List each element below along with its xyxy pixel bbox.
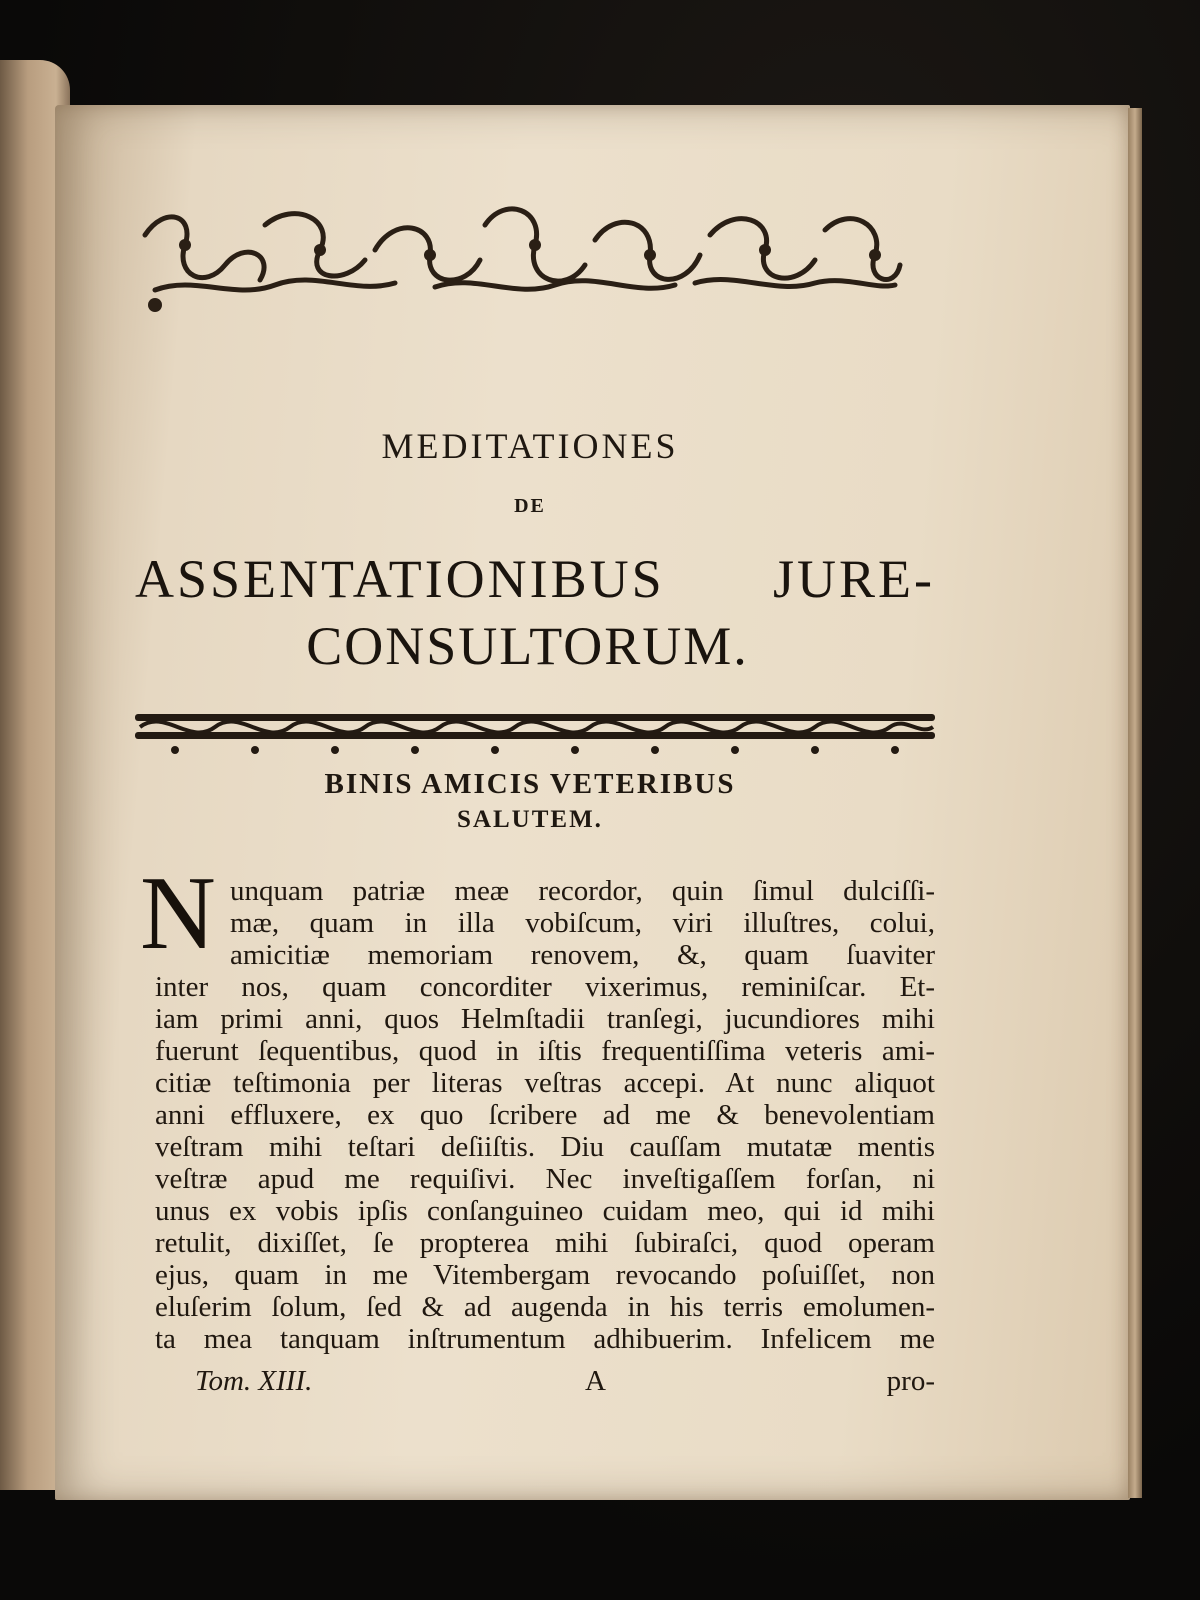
catchword: pro- <box>886 1365 935 1397</box>
divider-ornament <box>135 700 945 760</box>
body-line: eluſerim ſolum, ſed & ad augenda in his terris emolumen- <box>155 1291 935 1323</box>
body-line: unquam patriæ meæ recordor, quin ſimul dulciſſi- <box>230 875 935 907</box>
body-line: amicitiæ memoriam renovem, &, quam ſuaviter <box>230 939 935 971</box>
body-line: mæ, quam in illa vobiſcum, viri illuſtres, colui, <box>230 907 935 939</box>
salutation-line1: BINIS AMICIS VETERIBUS <box>324 768 736 800</box>
title-meditationes: MEDITATIONES <box>381 426 679 466</box>
body-line: inter nos, quam concorditer vixerimus, reminiſcar. Et- <box>155 971 935 1003</box>
body-line: ejus, quam in me Vitembergam revocando poſuiſſet, non <box>155 1259 935 1291</box>
salutation-line2: SALUTEM. <box>457 806 603 833</box>
body-line: veſtram mihi teſtari deſiiſtis. Diu cauſſam mutatæ mentis <box>155 1131 935 1163</box>
page-footer <box>195 1365 935 1405</box>
page-fore-edge <box>1128 108 1142 1498</box>
title-connector: DE <box>514 495 546 517</box>
body-line: retulit, dixiſſet, ſe propterea mihi ſubiraſci, quod operam <box>155 1227 935 1259</box>
main-title-line2: CONSULTORUM. <box>306 616 749 676</box>
headpiece-ornament <box>135 195 905 320</box>
body-line: citiæ teſtimonia per literas veſtras accepi. At nunc aliquot <box>155 1067 935 1099</box>
body-line: veſtræ apud me requiſivi. Nec inveſtigaſſem forſan, ni <box>155 1163 935 1195</box>
body-line: ta mea tanquam inſtrumentum adhibuerim. Infelicem me <box>155 1323 935 1355</box>
body-line: unus ex vobis ipſis conſanguineo cuidam meo, qui id mihi <box>155 1195 935 1227</box>
body-line: iam primi anni, quos Helmſtadii tranſegi, jucundiores mihi <box>155 1003 935 1035</box>
body-line: anni effluxere, ex quo ſcribere ad me & benevolentiam <box>155 1099 935 1131</box>
drop-cap: N <box>140 854 216 971</box>
volume-number: Tom. XIII. <box>195 1365 313 1397</box>
signature-mark: A <box>585 1365 606 1397</box>
body-line: fuerunt ſequentibus, quod in iſtis frequentiſſima veteris ami- <box>155 1035 935 1067</box>
main-title-line1: ASSENTATIONIBUS JURE- <box>135 549 935 609</box>
